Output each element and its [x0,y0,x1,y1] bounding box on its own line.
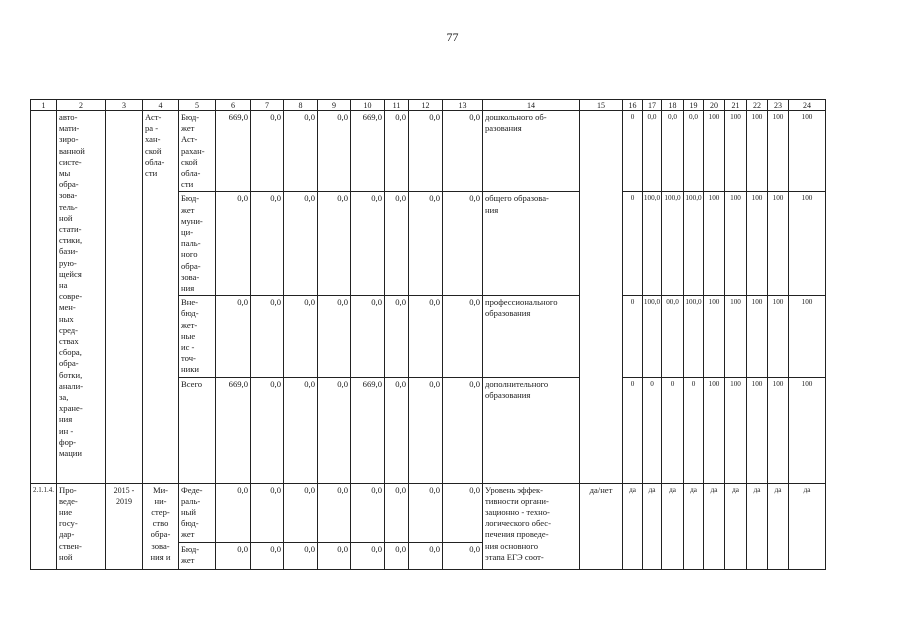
column-number: 21 [725,100,747,111]
target-cell: 00,0 [662,296,684,377]
target-cell: да [768,483,789,569]
value-cell: 0,0 [251,377,284,483]
value-cell: 0,0 [251,192,284,296]
column-number: 4 [143,100,179,111]
column-number: 19 [684,100,704,111]
target-cell: 0,0 [684,111,704,192]
value-cell: 0,0 [284,542,318,569]
executor-cell: Ми- ни- стер- ство обра- зова- ния и [143,483,179,569]
target-cell: да [704,483,725,569]
value-cell: 0,0 [251,296,284,377]
indicator-cell: Уровень эффек- тивности органи- зационно - техно- логического обес- печения проведе- ния основного этапа ЕГЭ соот- [483,483,580,569]
column-number-row [31,100,826,111]
target-cell: 100 [768,111,789,192]
target-cell: 100 [747,377,768,483]
column-number: 16 [623,100,643,111]
value-cell: 0,0 [284,192,318,296]
target-cell: 100,0 [662,192,684,296]
indicator-cell: дошкольного об- разования [483,111,580,192]
target-cell: да [684,483,704,569]
target-cell: 100 [789,377,826,483]
value-cell: 669,0 [351,111,385,192]
column-number: 24 [789,100,826,111]
target-cell: 100 [789,192,826,296]
target-cell: 100 [704,192,725,296]
target-cell: 0 [623,377,643,483]
value-cell: 0,0 [409,296,443,377]
value-cell: 0,0 [385,542,409,569]
program-table-sheet [30,99,826,570]
value-cell: 0,0 [351,483,385,542]
value-cell: 0,0 [251,483,284,542]
target-cell: 0 [623,192,643,296]
value-cell: 0,0 [318,377,351,483]
indicator-cell: профессионального образования [483,296,580,377]
target-cell: да [789,483,826,569]
target-cell: 0,0 [662,111,684,192]
value-cell: 0,0 [251,542,284,569]
activity-name-cell: Про- веде- ние госу- дар- ствен- ной [57,483,106,569]
target-cell: 100 [704,111,725,192]
column-number: 7 [251,100,284,111]
executor-cell: Аст- ра - хан- ской обла- сти [143,111,179,484]
value-cell: 0,0 [385,296,409,377]
column-number: 22 [747,100,768,111]
column-number: 2 [57,100,106,111]
value-cell: 0,0 [284,296,318,377]
value-cell: 0,0 [443,192,483,296]
value-cell: 669,0 [216,377,251,483]
value-cell: 0,0 [216,192,251,296]
target-cell: 0 [662,377,684,483]
value-cell: 0,0 [351,542,385,569]
value-cell: 0,0 [351,296,385,377]
target-cell: 100 [768,296,789,377]
funding-source-cell: Бюд- жет муни- ци- паль- ного обра- зова- ния [179,192,216,296]
value-cell: 0,0 [385,377,409,483]
target-cell: 100 [747,111,768,192]
value-cell: 0,0 [318,483,351,542]
value-cell: 0,0 [216,483,251,542]
value-cell: 0,0 [284,483,318,542]
unit-cell: да/нет [580,483,623,569]
target-cell: да [643,483,662,569]
value-cell: 0,0 [385,483,409,542]
period-cell: 2015 - 2019 [106,483,143,569]
indicator-cell: дополнительного образования [483,377,580,483]
column-number: 6 [216,100,251,111]
target-cell: 100 [725,192,747,296]
column-number: 15 [580,100,623,111]
target-cell: 100,0 [684,296,704,377]
target-cell: да [747,483,768,569]
target-cell: да [623,483,643,569]
value-cell: 0,0 [284,377,318,483]
row-code-cell: 2.1.1.4. [31,483,57,569]
indicator-cell: общего образова- ния [483,192,580,296]
table-row [31,483,826,542]
value-cell: 0,0 [284,111,318,192]
target-cell: да [725,483,747,569]
page-number: 77 [446,30,459,44]
target-cell: 0 [643,377,662,483]
column-number: 5 [179,100,216,111]
target-cell: 100 [725,296,747,377]
value-cell: 0,0 [409,483,443,542]
column-number: 17 [643,100,662,111]
funding-source-cell: Бюд- жет [179,542,216,569]
target-cell: 100,0 [684,192,704,296]
funding-source-cell: Всего [179,377,216,483]
period-cell [106,111,143,484]
funding-source-cell: Вне- бюд- жет- ные ис - точ- ники [179,296,216,377]
value-cell: 669,0 [351,377,385,483]
target-cell: 100 [704,377,725,483]
column-number: 11 [385,100,409,111]
target-cell: 100 [789,296,826,377]
column-number: 8 [284,100,318,111]
value-cell: 0,0 [409,192,443,296]
target-cell: 100 [747,192,768,296]
target-cell: 100,0 [643,296,662,377]
row-code-cell [31,111,57,484]
column-number: 20 [704,100,725,111]
column-number: 10 [351,100,385,111]
target-cell: 100 [725,111,747,192]
target-cell: 100 [725,377,747,483]
column-number: 3 [106,100,143,111]
value-cell: 669,0 [216,111,251,192]
column-number: 18 [662,100,684,111]
column-number: 1 [31,100,57,111]
value-cell: 0,0 [318,192,351,296]
value-cell: 0,0 [443,296,483,377]
value-cell: 0,0 [409,542,443,569]
value-cell: 0,0 [385,111,409,192]
column-number: 13 [443,100,483,111]
target-cell: 0 [623,111,643,192]
value-cell: 0,0 [216,296,251,377]
column-number: 12 [409,100,443,111]
target-cell: 100 [768,377,789,483]
column-number: 14 [483,100,580,111]
value-cell: 0,0 [351,192,385,296]
target-cell: да [662,483,684,569]
value-cell: 0,0 [443,377,483,483]
program-table [30,99,826,570]
value-cell: 0,0 [443,483,483,542]
value-cell: 0,0 [251,111,284,192]
value-cell: 0,0 [216,542,251,569]
target-cell: 0 [623,296,643,377]
target-cell: 100 [768,192,789,296]
value-cell: 0,0 [409,377,443,483]
column-number: 9 [318,100,351,111]
value-cell: 0,0 [443,111,483,192]
target-cell: 100,0 [643,192,662,296]
target-cell: 100 [747,296,768,377]
value-cell: 0,0 [318,111,351,192]
column-number: 23 [768,100,789,111]
funding-source-cell: Феде- раль- ный бюд- жет [179,483,216,542]
value-cell: 0,0 [318,296,351,377]
funding-source-cell: Бюд- жет Аст- рахан- ской обла- сти [179,111,216,192]
value-cell: 0,0 [385,192,409,296]
target-cell: 100 [704,296,725,377]
value-cell: 0,0 [409,111,443,192]
unit-cell [580,111,623,484]
target-cell: 0 [684,377,704,483]
activity-name-cell: авто- мати- зиро- ванной систе- мы обра- зова- тель- ной стати- стики, бази- рую- щейся на совре- мен- ных сред- ствах сбора, обра- ботки, анали- за, хране- ния ин - фор- мации [57,111,106,484]
value-cell: 0,0 [318,542,351,569]
value-cell: 0,0 [443,542,483,569]
table-row [31,111,826,192]
target-cell: 0,0 [643,111,662,192]
target-cell: 100 [789,111,826,192]
